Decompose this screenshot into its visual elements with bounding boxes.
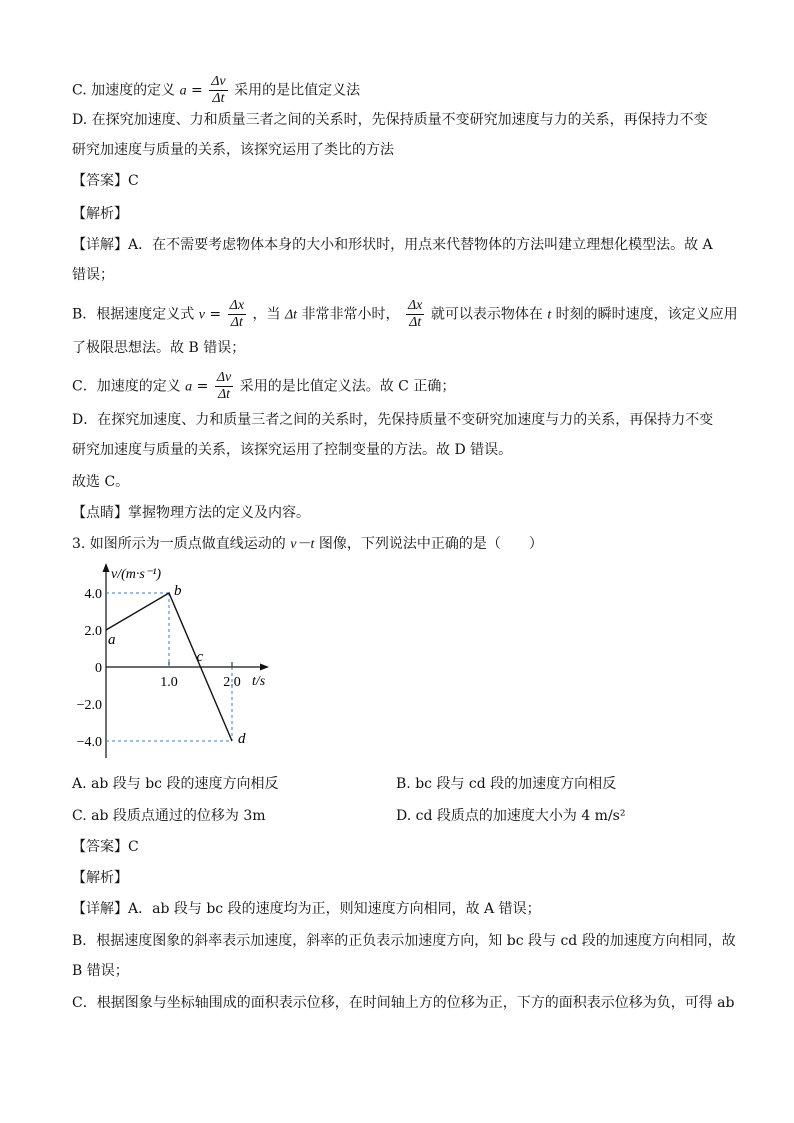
text: 图像，下列说法中正确的是（ ） — [318, 536, 543, 552]
text: 采用的是比值定义法。故 C 正确； — [239, 378, 456, 395]
x-axis-label: t/s — [252, 674, 266, 689]
y-axis-arrow — [103, 563, 110, 572]
fraction-dx-dt — [228, 298, 246, 331]
q3-detail-a: 【详解】A．ab 段与 bc 段的速度均为正，则知速度方向相同，故 A 错误； — [72, 901, 541, 917]
q3-analysis: 【解析】 — [72, 870, 128, 886]
fraction-dv-dt — [209, 74, 227, 107]
y-tick-label: −4.0 — [76, 735, 102, 750]
fraction-numerator: Δv — [216, 370, 232, 385]
y-axis-label: v/(m·s⁻¹) — [111, 567, 162, 582]
point-label-d: d — [238, 731, 246, 747]
q2-option-c-prefix: C. 加速度的定义 — [72, 82, 176, 99]
eq-sign: = — [196, 378, 209, 395]
q2-detail-c — [72, 370, 455, 403]
q3-detail-b-line1: B．根据速度图象的斜率表示加速度，斜率的正负表示加速度方向，知 bc 段与 cd 段的加速度方向相同，故 — [72, 933, 736, 949]
q2-choose: 故选 C。 — [72, 474, 130, 490]
q3-stem — [72, 534, 543, 555]
y-tick-label: −2.0 — [76, 698, 102, 713]
text: 3. 如图所示为一质点做直线运动的 — [72, 536, 286, 552]
fraction-dx-dt-2 — [406, 298, 424, 331]
eq-sign: = — [209, 306, 222, 323]
point-label-c: c — [196, 649, 204, 665]
vt-graph — [72, 560, 292, 770]
fraction-denominator: Δt — [217, 387, 231, 402]
text: C．加速度的定义 — [72, 378, 181, 395]
fraction-numerator: Δx — [229, 298, 245, 313]
point-label-b: b — [174, 583, 182, 599]
text: 就可以表示物体在 — [430, 306, 543, 323]
q2-detail-a-line2: 错误； — [72, 267, 114, 283]
text: 时刻的瞬时速度，该定义应用 — [555, 306, 738, 323]
q2-answer: 【答案】C — [72, 173, 139, 189]
fraction-numerator: Δv — [211, 74, 226, 89]
q2-detail-d-line1: D．在探究加速度、力和质量三者之间的关系时，先保持质量不变研究加速度与力的关系，再保持力不变 — [72, 412, 714, 428]
q2-option-c-suffix: 采用的是比值定义法 — [234, 82, 361, 99]
q3-detail-c-line1: C．根据图象与坐标轴围成的面积表示位移，在时间轴上方的位移为正，下方的面积表示位移为负，可得 ab — [72, 995, 735, 1011]
y-tick-label: 0 — [95, 661, 102, 676]
x-axis-arrow — [260, 664, 269, 671]
q3-option-a: A. ab 段与 bc 段的速度方向相反 — [72, 776, 279, 792]
y-tick-label: 2.0 — [84, 624, 102, 639]
q3-option-d: D. cd 段质点的加速度大小为 4 m/s² — [396, 808, 626, 824]
fraction-denominator: Δt — [212, 91, 225, 106]
q3-detail-b-line2: B 错误； — [72, 963, 129, 979]
q3-option-c: C. ab 段质点通过的位移为 3m — [72, 808, 266, 824]
eq-a: a — [185, 379, 193, 395]
fraction-dv-dt-2 — [215, 370, 233, 403]
x-tick-label: 1.0 — [160, 675, 178, 690]
eq-v: v — [198, 307, 205, 323]
eq-t: t — [547, 307, 552, 323]
q2-detail-b-line1 — [72, 298, 738, 331]
q2-detail-b-line2: 了极限思想法。故 B 错误； — [72, 340, 246, 356]
text: 非常非常小时， — [301, 306, 400, 323]
text: B．根据速度定义式 — [72, 306, 195, 323]
point-label-a: a — [108, 632, 116, 648]
q3-answer: 【答案】C — [72, 839, 139, 855]
text: ，当 — [252, 306, 281, 323]
q2-option-c — [72, 74, 360, 107]
q3-option-b: B. bc 段与 cd 段的加速度方向相反 — [396, 776, 617, 792]
q2-comment: 【点睛】掌握物理方法的定义及内容。 — [72, 505, 310, 521]
q2-option-d-line1: D. 在探究加速度、力和质量三者之间的关系时，先保持质量不变研究加速度与力的关系，再保持力不变 — [72, 112, 708, 128]
fraction-denominator: Δt — [409, 315, 422, 330]
y-tick-label: 4.0 — [84, 587, 102, 602]
eq-vt: v－t — [290, 537, 315, 552]
q2-detail-a-line1: 【详解】A．在不需要考虑物体本身的大小和形状时，用点来代替物体的方法叫建立理想化模型法。故 A — [72, 237, 713, 253]
eq-delta-t: Δt — [284, 307, 298, 323]
q2-option-d-line2: 研究加速度与质量的关系，该探究运用了类比的方法 — [72, 142, 394, 158]
fraction-numerator: Δx — [407, 298, 423, 313]
x-tick-label: 2.0 — [223, 675, 241, 690]
q2-analysis: 【解析】 — [72, 206, 128, 222]
fraction-denominator: Δt — [230, 315, 243, 330]
eq-a: a — [179, 83, 187, 99]
eq-sign: = — [191, 82, 203, 99]
q2-detail-d-line2: 研究加速度与质量的关系，该探究运用了控制变量的方法。故 D 错误。 — [72, 442, 513, 458]
